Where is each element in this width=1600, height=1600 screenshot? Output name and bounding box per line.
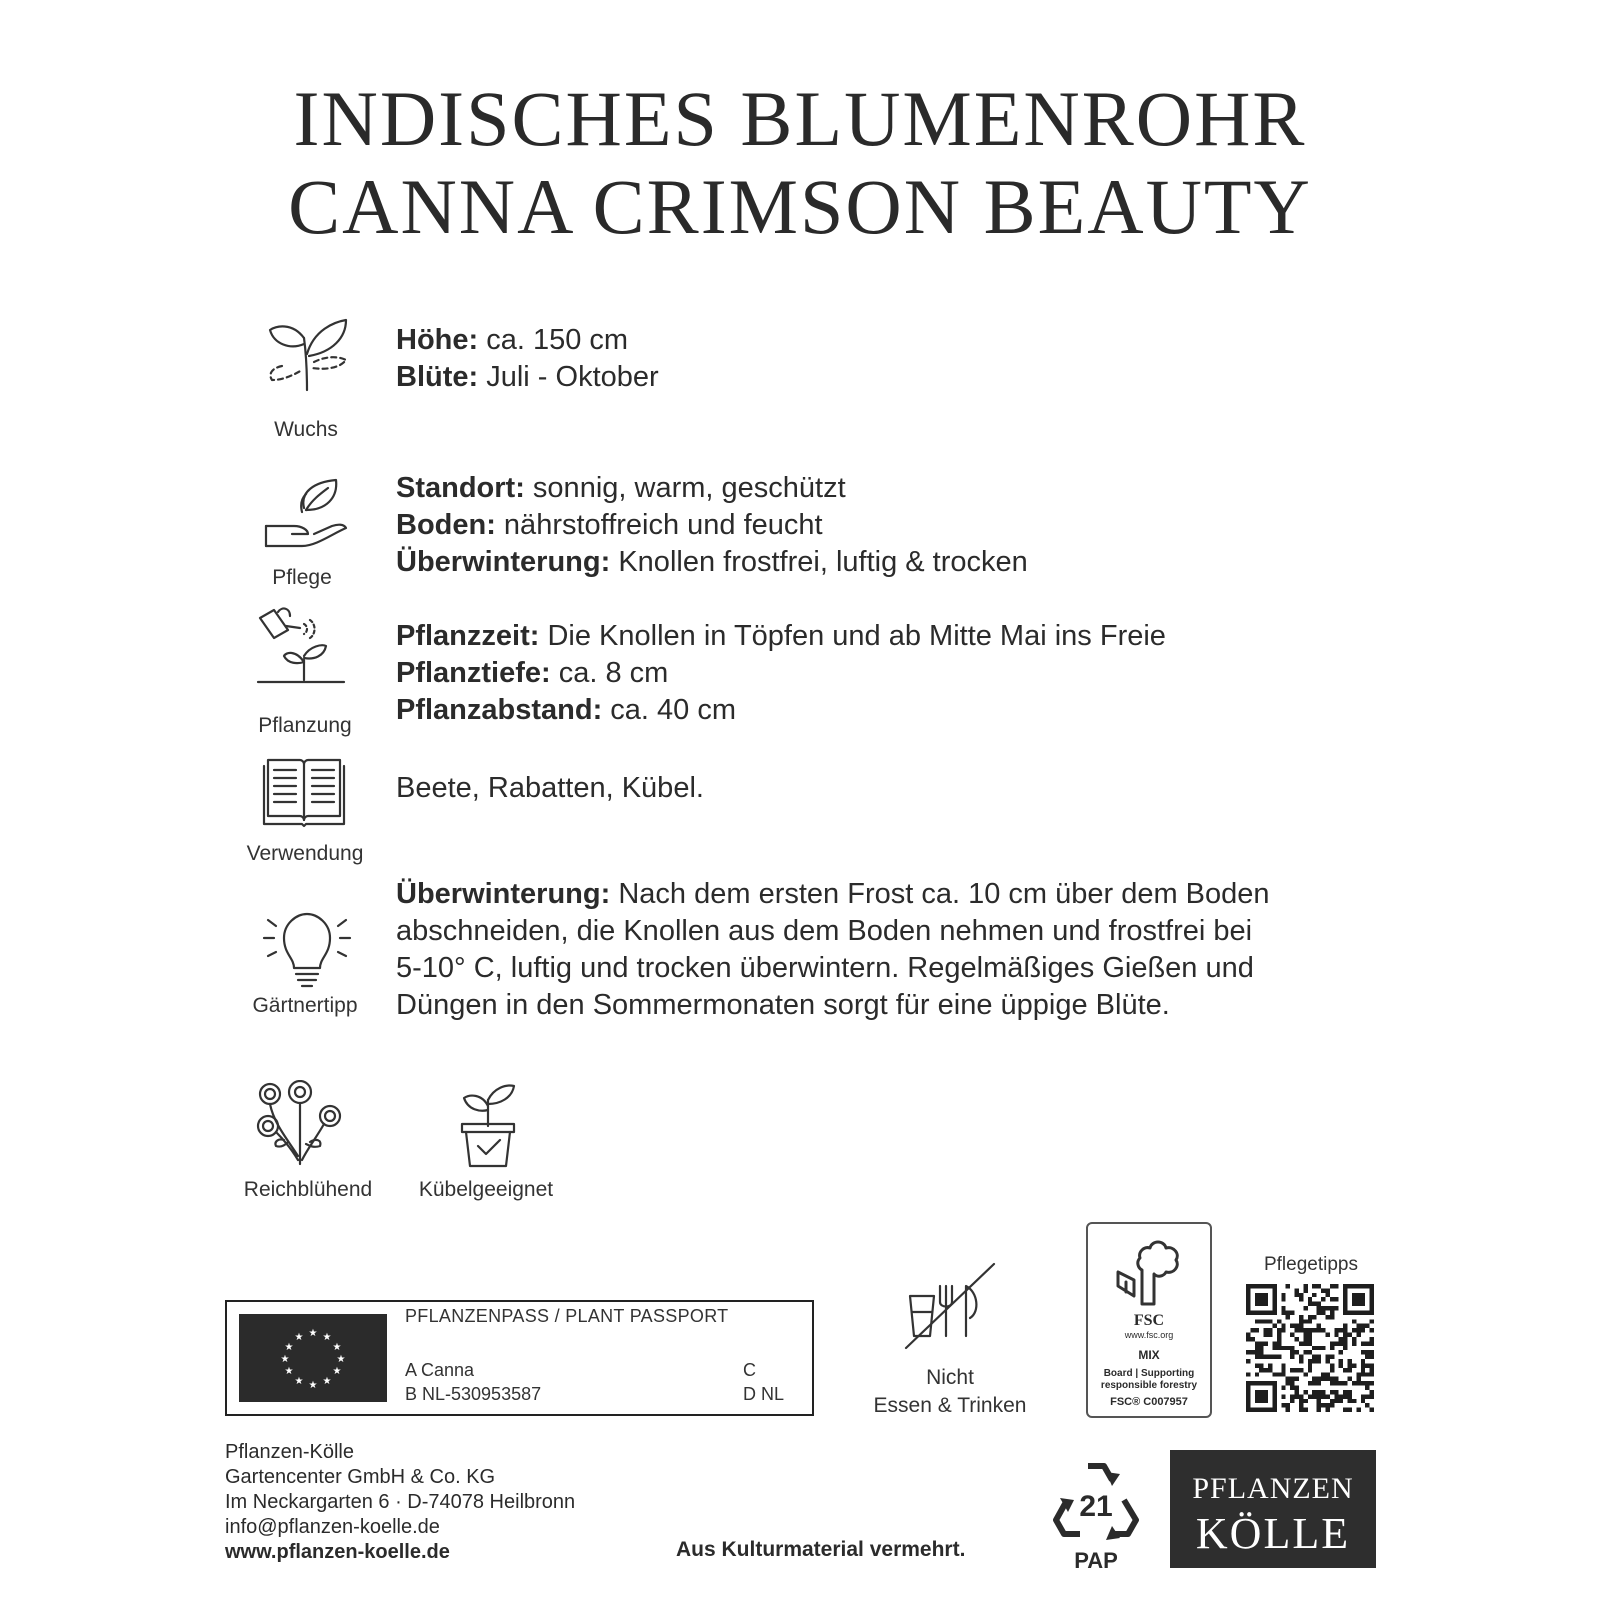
passport-title: PFLANZENPASS / PLANT PASSPORT [405,1306,729,1326]
badge-label-kuebelgeeignet: Kübelgeeignet [418,1178,554,1201]
hand-leaf-icon [262,474,352,564]
info-line: Boden: nährstoffreich und feucht [396,509,823,541]
svg-text:★: ★ [336,1354,346,1365]
info-wuchs [396,322,659,396]
icon-label-pflege: Pflege [272,566,332,589]
passport-a: A Canna [405,1360,475,1380]
info-pflanzung [396,618,1166,729]
svg-text:★: ★ [294,1332,304,1343]
icon-label-wuchs: Wuchs [274,418,338,441]
info-line: Überwinterung: Nach dem ersten Frost ca. 10 cm über dem Boden [396,878,1270,910]
address-line: Pflanzen-Kölle [225,1441,354,1463]
logo-line-1: PFLANZEN [1192,1472,1354,1505]
address-line: Gartencenter GmbH & Co. KG [225,1466,496,1488]
icon-label-tipp: Gärtnertipp [252,994,358,1017]
title-line-1: INDISCHES BLUMENROHR [293,75,1307,162]
website-link[interactable]: www.pflanzen-koelle.de [225,1541,450,1563]
icon-label-pflanzung: Pflanzung [258,714,352,737]
fsc-tree-icon [1112,1232,1186,1312]
culture-note: Aus Kulturmaterial vermehrt. [676,1538,966,1561]
passport-b: B NL-530953587 [405,1384,542,1404]
info-line: Überwinterung: Knollen frostfrei, luftig & trocken [396,546,1028,578]
fsc-line2: responsible forestry [1100,1380,1198,1391]
info-line: Pflanzabstand: ca. 40 cm [396,694,737,726]
pot-check-icon [458,1080,518,1170]
pflanzen-koelle-logo [1170,1450,1376,1568]
open-book-icon [262,752,346,832]
recycle-number: 21 [1079,1490,1113,1523]
info-line: Düngen in den Sommermonaten sorgt für eine üppige Blüte. [396,989,1170,1021]
info-line: 5-10° C, luftig und trocken überwintern. Regelmäßiges Gießen und [396,952,1254,984]
fsc-code: FSC® C007957 [1110,1396,1188,1408]
watering-can-icon [256,606,346,696]
info-pflege [396,470,1028,581]
icon-label-verwendung: Verwendung [246,842,364,865]
badge-label-reichbluehend: Reichblühend [243,1178,373,1201]
not-edible-text: Nicht Essen & Trinken [873,1366,1027,1417]
svg-text:★: ★ [322,1332,332,1343]
fsc-mix: MIX [1138,1348,1160,1362]
info-line: Pflanztiefe: ca. 8 cm [396,657,669,689]
svg-text:★: ★ [332,1342,342,1353]
info-line: abschneiden, die Knollen aus dem Boden nehmen und frostfrei bei [396,915,1253,947]
info-line: Blüte: Juli - Oktober [396,361,659,393]
svg-text:★: ★ [308,1328,318,1339]
address-block [225,1440,575,1565]
fsc-label [1086,1222,1212,1418]
svg-text:★: ★ [280,1354,290,1365]
svg-text:★: ★ [284,1366,294,1377]
no-food-drink-icon [900,1256,1000,1356]
plant-passport-box [225,1300,814,1416]
svg-text:★: ★ [322,1376,332,1387]
info-line: Pflanzzeit: Die Knollen in Töpfen und ab Mitte Mai ins Freie [396,620,1166,652]
fsc-line1: Board | Supporting [1103,1368,1195,1379]
qr-label: Pflegetipps [1263,1254,1358,1275]
svg-text:★: ★ [284,1342,294,1353]
svg-text:★: ★ [332,1366,342,1377]
svg-text:★: ★ [294,1376,304,1387]
info-tipp [396,876,1270,1024]
svg-text:★: ★ [308,1380,318,1391]
recycle-icon [1046,1456,1146,1576]
email-link[interactable]: info@pflanzen-koelle.de [225,1516,440,1538]
flowers-icon [254,1080,344,1170]
logo-line-2: KÖLLE [1195,1509,1351,1558]
light-bulb-icon [262,906,352,996]
title-line-2: CANNA CRIMSON BEAUTY [288,163,1312,250]
fsc-brand: FSC [1133,1312,1165,1329]
recycle-code: PAP [1074,1548,1118,1573]
plant-sprout-icon [262,308,352,398]
fsc-url: www.fsc.org [1124,1330,1174,1340]
eu-flag-icon [239,1314,387,1402]
info-line: Höhe: ca. 150 cm [396,324,629,356]
info-verwendung [396,770,704,807]
info-line: Standort: sonnig, warm, geschützt [396,472,846,504]
passport-c: C [743,1360,756,1380]
passport-d: D NL [743,1384,785,1404]
address-line: Im Neckargarten 6 · D-74078 Heilbronn [225,1491,576,1513]
qr-code[interactable] [1246,1284,1374,1412]
info-line: Beete, Rabatten, Kübel. [396,772,704,804]
